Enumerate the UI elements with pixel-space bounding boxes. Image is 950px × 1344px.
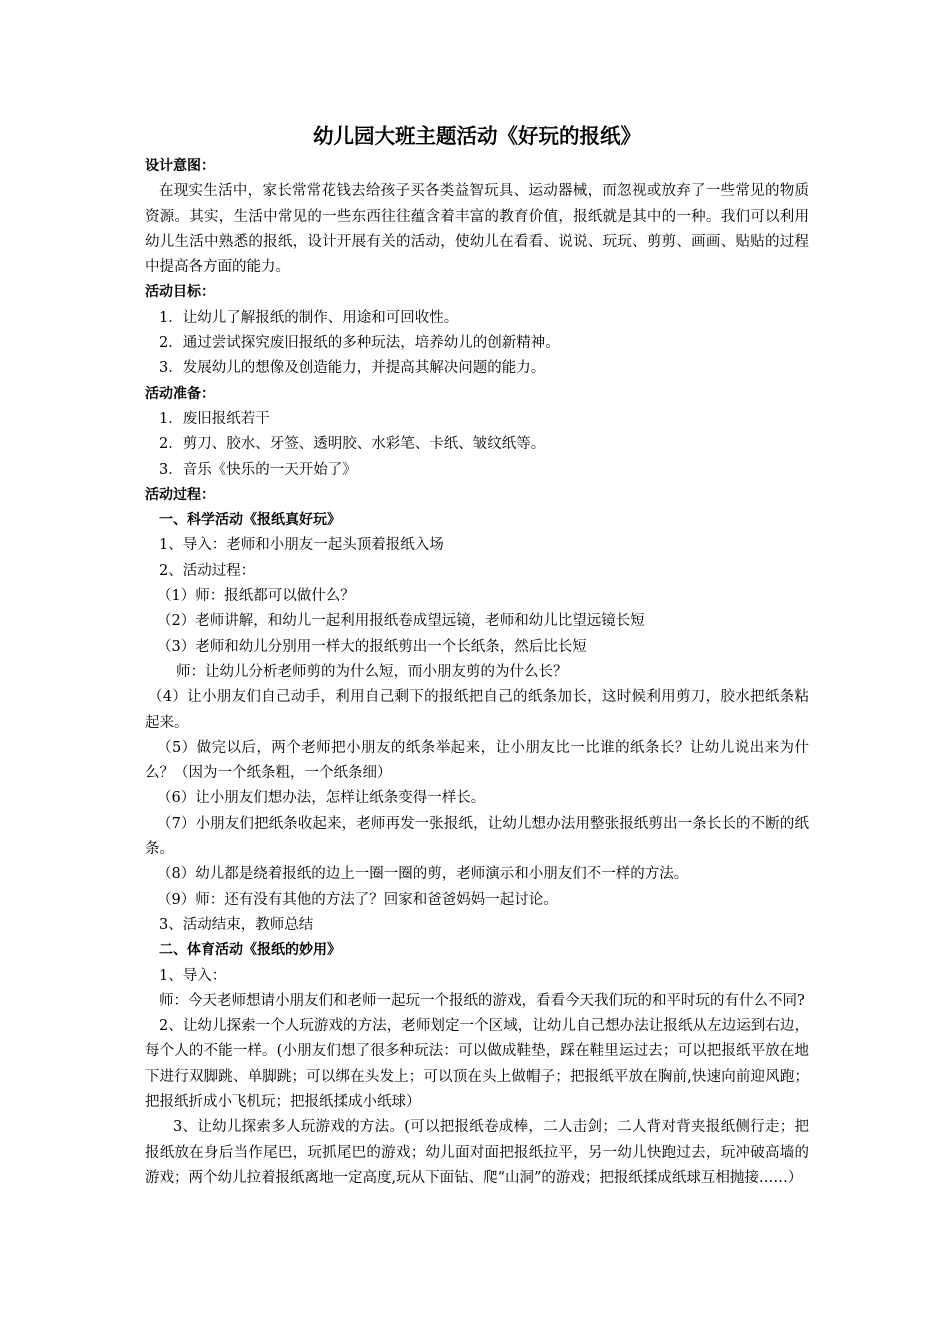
part1-step-3: （3）老师和幼儿分别用一样大的报纸剪出一个长纸条，然后比长短: [157, 638, 587, 655]
part1-step-3b: 师：让幼儿分析老师剪的为什么短，而小朋友剪的为什么长？: [176, 663, 568, 680]
section-heading-design-intent: 设计意图：: [145, 158, 215, 174]
goal-item-1: 1．让幼儿了解报纸的制作、用途和可回收性。: [159, 309, 459, 326]
part1-line-3: 3、活动结束，教师总结: [159, 916, 314, 933]
prep-item-2: 2．剪刀、胶水、牙签、透明胶、水彩笔、卡纸、皱纹纸等。: [159, 436, 546, 453]
part1-line-1: 1、导入：老师和小朋友一起头顶着报纸入场: [159, 537, 444, 554]
part1-step-6: （6）让小朋友们想办法，怎样让纸条变得一样长。: [157, 790, 486, 807]
goal-item-3: 3．发展幼儿的想像及创造能力，并提高其解决问题的能力。: [159, 360, 546, 377]
section-heading-process: 活动过程：: [145, 486, 215, 503]
part1-step-1: （1）师：报纸都可以做什么？: [157, 588, 355, 605]
part2-line-2: 2、让幼儿探索一个人玩游戏的方法，老师划定一个区域，让幼儿自己想办法让报纸从左边运到右边，每个人的不能一样。(小朋友们想了很多种玩法：可以做成鞋垫，踩在鞋里运过去；可以把报纸平放在地下进行双脚跳、单脚跳；可以绑在头发上；可以顶在头上做帽子；把报纸平放在胸前,快速向前迎风跑；把报纸折成小飞机玩；把报纸揉成小纸球）: [145, 1018, 809, 1110]
part2-line-1b: 师：今天老师想请小朋友们和老师一起玩一个报纸的游戏，看看今天我们玩的和平时玩的有什么不同?: [159, 992, 805, 1009]
part1-step-9: （9）师：还有没有其他的方法了？回家和爸爸妈妈一起讨论。: [157, 891, 558, 908]
design-intent-paragraph: 在现实生活中，家长常常花钱去给孩子买各类益智玩具、运动器械，而忽视或放弃了一些常见的物质资源。其实，生活中常见的一些东西往往蕴含着丰富的教育价值，报纸就是其中的一种。我们可以利用幼儿生活中熟悉的报纸，设计开展有关的活动，使幼儿在看看、说说、玩玩、剪剪、画画、贴贴的过程中提高各方面的能力。: [145, 183, 809, 276]
prep-item-1: 1．废旧报纸若干: [159, 410, 270, 427]
section-heading-goals: 活动目标：: [145, 284, 215, 301]
part1-step-8: （8）幼儿都是绕着报纸的边上一圈一圈的剪，老师演示和小朋友们不一样的方法。: [157, 866, 689, 883]
part2-title: 二、体育活动《报纸的妙用》: [159, 942, 341, 959]
part1-line-2: 2、活动过程：: [159, 562, 256, 579]
part2-line-1: 1、导入：: [159, 967, 227, 984]
document-body: [145, 118, 809, 1191]
part2-line-3: 3、让幼儿探索多人玩游戏的方法。(可以把报纸卷成棒，二人击剑；二人背对背夹报纸侧行走；把报纸放在身后当作尾巴，玩抓尾巴的游戏；幼儿面对面把报纸拉平，另一幼儿快跑过去，玩冲破高墙的游戏；两个幼儿拉着报纸离地一定高度,玩从下面钻、爬“山洞”的游戏；把报纸揉成纸球互相抛接……）: [145, 1119, 809, 1186]
prep-item-3: 3．音乐《快乐的一天开始了》: [159, 461, 357, 478]
part1-step-4: （4）让小朋友们自己动手，利用自己剩下的报纸把自己的纸条加长，这时候利用剪刀，胶水把纸条粘起来。: [145, 689, 809, 731]
part1-step-2: （2）老师讲解，和幼儿一起利用报纸卷成望远镜，老师和幼儿比望远镜长短: [157, 613, 645, 630]
section-heading-preparation: 活动准备：: [145, 385, 215, 402]
part1-step-5: （5）做完以后，两个老师把小朋友的纸条举起来，让小朋友比一比谁的纸条长？让幼儿说出来为什么？（因为一个纸条粗，一个纸条细）: [145, 739, 809, 782]
goal-item-2: 2．通过尝试探究废旧报纸的多种玩法，培养幼儿的创新精神。: [159, 335, 560, 352]
part1-step-7: （7）小朋友们把纸条收起来，老师再发一张报纸，让幼儿想办法用整张报纸剪出一条长长的不断的纸条。: [145, 815, 809, 858]
page-title: 幼儿园大班主题活动《好玩的报纸》: [313, 124, 641, 148]
part1-title: 一、科学活动《报纸真好玩》: [159, 512, 341, 529]
